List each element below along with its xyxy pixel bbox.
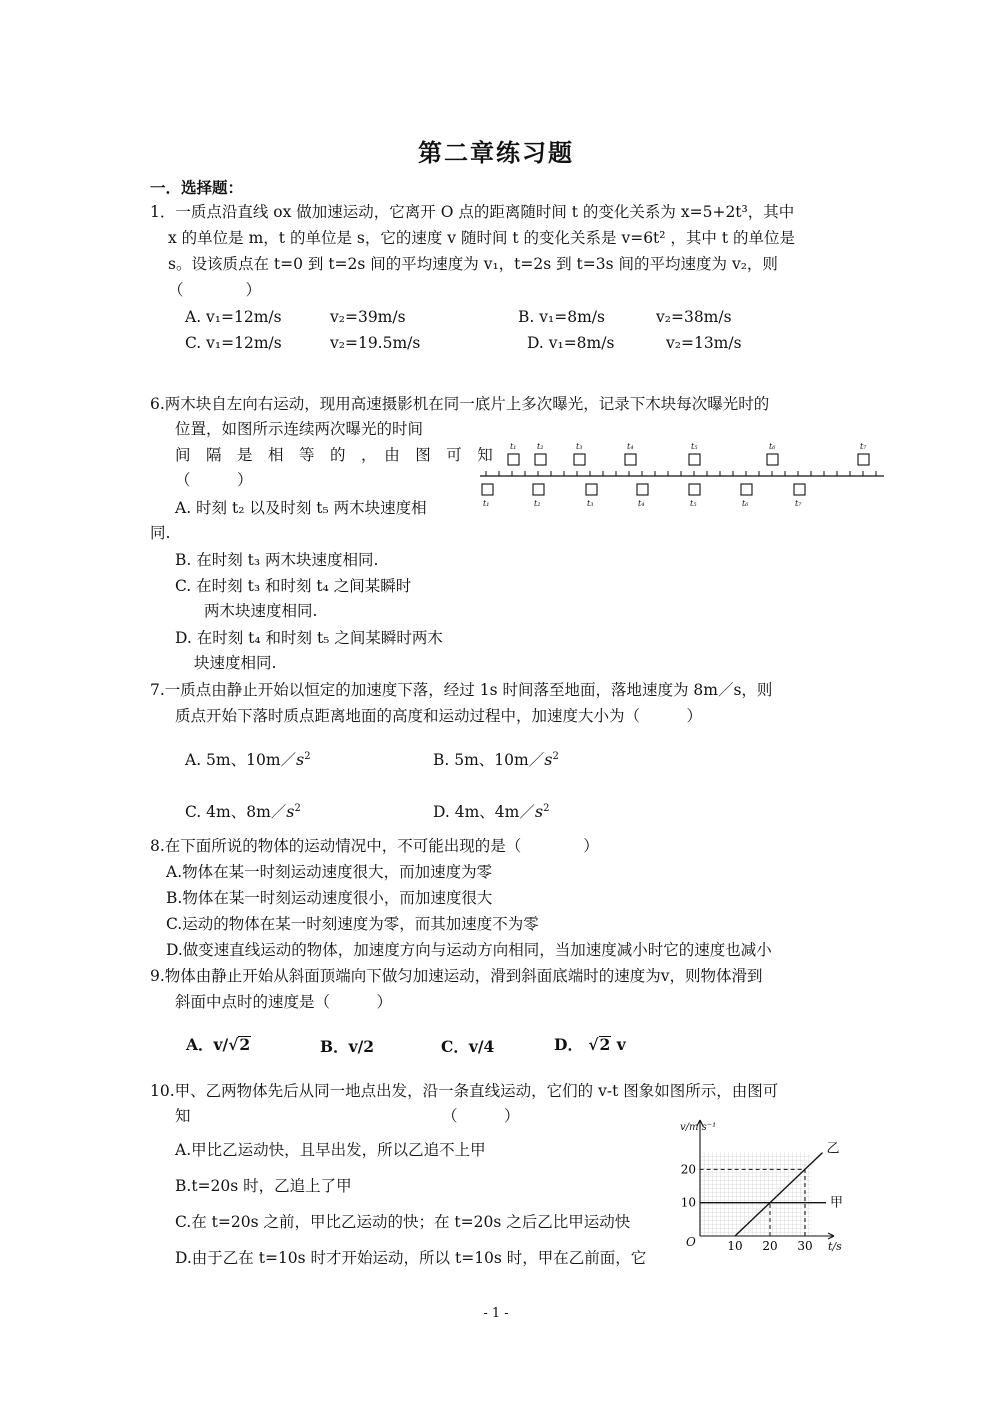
q6-line3: 间 隔 是 相 等 的 ， 由 图 可 知	[175, 446, 493, 464]
bottom-label-4: t₄	[638, 499, 645, 508]
q6-option-b: B. 在时刻 t₃ 两木块速度相同.	[175, 551, 379, 569]
q6-option-d: D. 在时刻 t₄ 和时刻 t₅ 之间某瞬时两木	[175, 629, 443, 647]
q8-option-d: D.做变速直线运动的物体，加速度方向与运动方向相同，当加速度减小时它的速度也减小	[166, 941, 772, 959]
q6-option-d-cont: 块速度相同.	[194, 654, 277, 672]
q8-option-a: A.物体在某一时刻运动速度很大，而加速度为零	[166, 863, 493, 881]
top-block-6	[767, 454, 778, 465]
q6-line2: 位置，如图所示连续两次曝光的时间	[175, 420, 424, 438]
top-block-1	[508, 454, 519, 465]
bottom-block-5	[689, 484, 700, 495]
top-label-2: t₂	[537, 442, 544, 451]
q1-option-c2: v₂=19.5m/s	[330, 334, 421, 352]
q1-option-c: C. v₁=12m/s	[185, 334, 282, 352]
chart-grid	[700, 1153, 812, 1236]
q9-line1: 9.物体由静止开始从斜面顶端向下做匀加速运动，滑到斜面底端时的速度为v，则物体滑到	[150, 967, 763, 985]
x-tick-label: 30	[797, 1239, 813, 1253]
q7-line1: 7.一质点由静止开始以恒定的加速度下落，经过 1s 时间落至地面，落地速度为 8m／s，则	[150, 681, 773, 699]
y-tick-label: 20	[680, 1162, 696, 1177]
q7-option-c: C. 4m、$8m/s^2$	[185, 802, 301, 821]
top-block-7	[858, 454, 869, 465]
top-label-7: t₇	[860, 442, 867, 451]
q6-line4: （ ）	[175, 471, 253, 489]
top-label-3: t₃	[576, 442, 583, 451]
q7-option-a: A. 5m、$10m/s^2$	[185, 750, 311, 769]
top-block-5	[689, 454, 700, 465]
exposure-diagram	[478, 438, 888, 512]
top-block-3	[574, 454, 585, 465]
bottom-label-1: t₁	[483, 499, 490, 508]
top-block-4	[625, 454, 636, 465]
q10-line1: 10.甲、乙两物体先后从同一地点出发，沿一条直线运动，它们的 v-t 图象如图所示，由图可	[150, 1082, 779, 1100]
page-title: 第二章练习题	[418, 138, 574, 167]
bottom-label-5: t₅	[690, 499, 697, 508]
q1-option-a: A. v₁=12m/s	[185, 308, 282, 326]
bottom-label-2: t₂	[534, 499, 541, 508]
y-tick-label: 10	[680, 1195, 696, 1210]
q9-option-c: C．v/4	[441, 1037, 495, 1056]
q1-line1: 1．一质点沿直线 ox 做加速运动，它离开 O 点的距离随时间 t 的变化关系为 x=5+2t³，其中	[150, 203, 795, 221]
q10-option-c: C.在 t=20s 之前，甲比乙运动的快；在 t=20s 之后乙比甲运动快	[175, 1213, 631, 1231]
top-label-1: t₁	[510, 442, 517, 451]
series-label-jia: 甲	[830, 1195, 844, 1211]
y-axis-label: v/m·s⁻¹	[680, 1122, 717, 1133]
q8-line1: 8.在下面所说的物体的运动情况中，不可能出现的是（ ）	[150, 837, 599, 855]
top-blocks	[508, 454, 869, 465]
bottom-block-7	[794, 484, 805, 495]
top-label-4: t₄	[627, 442, 634, 451]
origin-label: O	[686, 1235, 696, 1249]
top-block-2	[535, 454, 546, 465]
q1-option-d2: v₂=13m/s	[666, 334, 742, 352]
x-axis-label: t/s	[828, 1240, 842, 1253]
q7-line2: 质点开始下落时质点距离地面的高度和运动过程中，加速度大小为（ ）	[175, 707, 703, 725]
x-tick-label: 20	[762, 1239, 778, 1253]
top-label-5: t₅	[691, 442, 698, 451]
q7-option-d: D. 4m、$4m/s^2$	[433, 802, 550, 821]
bottom-label-6: t₆	[742, 499, 749, 508]
q6-option-c: C. 在时刻 t₃ 和时刻 t₄ 之间某瞬时	[175, 577, 412, 595]
q9-line2: 斜面中点时的速度是（ ）	[175, 993, 393, 1011]
q1-option-a2: v₂=39m/s	[330, 308, 406, 326]
x-tick-label: 10	[727, 1239, 743, 1253]
q1-line3: s。设该质点在 t=0 到 t=2s 间的平均速度为 v₁，t=2s 到 t=3s 间的平均速度为 v₂，则	[168, 255, 778, 273]
q9-option-a: A．v/√2	[186, 1035, 251, 1054]
q6-option-a-cont: 同.	[150, 524, 171, 542]
section-heading: 一．选择题：	[150, 178, 244, 197]
bottom-label-7: t₇	[795, 499, 802, 508]
bottom-blocks	[482, 484, 805, 495]
series-label-yi: 乙	[826, 1141, 840, 1157]
q7-option-b: B. 5m、$10m/s^2$	[433, 750, 559, 769]
q8-option-b: B.物体在某一时刻运动速度很小，而加速度很大	[166, 889, 493, 907]
bottom-block-1	[482, 484, 493, 495]
q9-option-d: D． √2 v	[554, 1035, 626, 1054]
q1-option-b2: v₂=38m/s	[656, 308, 732, 326]
bottom-block-3	[586, 484, 597, 495]
q6-line1: 6.两木块自左向右运动，现用高速摄影机在同一底片上多次曝光，记录下木块每次曝光时的	[150, 395, 770, 413]
bottom-label-3: t₃	[587, 499, 594, 508]
q1-line4: （ ）	[168, 281, 262, 299]
q8-option-c: C.运动的物体在某一时刻速度为零，而其加速度不为零	[166, 915, 539, 933]
q6-option-a: A. 时刻 t₂ 以及时刻 t₅ 两木块速度相	[175, 499, 427, 517]
q9-option-b: B．v/2	[320, 1037, 375, 1056]
page-number: - 1 -	[483, 1306, 509, 1321]
bottom-block-2	[533, 484, 544, 495]
q1-option-b: B. v₁=8m/s	[518, 308, 605, 326]
q10-line2: 知	[175, 1107, 191, 1125]
q6-option-c-cont: 两木块速度相同.	[204, 602, 318, 620]
q10-option-b: B.t=20s 时，乙追上了甲	[175, 1177, 352, 1195]
q10-option-d: D.由于乙在 t=10s 时才开始运动，所以 t=10s 时，甲在乙前面，它	[175, 1249, 647, 1267]
q10-option-a: A.甲比乙运动快，且早出发，所以乙追不上甲	[175, 1141, 486, 1159]
q1-option-d: D. v₁=8m/s	[527, 334, 615, 352]
bottom-block-4	[637, 484, 648, 495]
vt-chart	[676, 1112, 848, 1262]
q1-line2: x 的单位是 m，t 的单位是 s，它的速度 v 随时间 t 的变化关系是 v=6t² ，其中 t 的单位是	[168, 229, 796, 247]
q10-blank: （ ）	[442, 1107, 520, 1125]
bottom-block-6	[741, 484, 752, 495]
top-label-6: t₆	[769, 442, 776, 451]
